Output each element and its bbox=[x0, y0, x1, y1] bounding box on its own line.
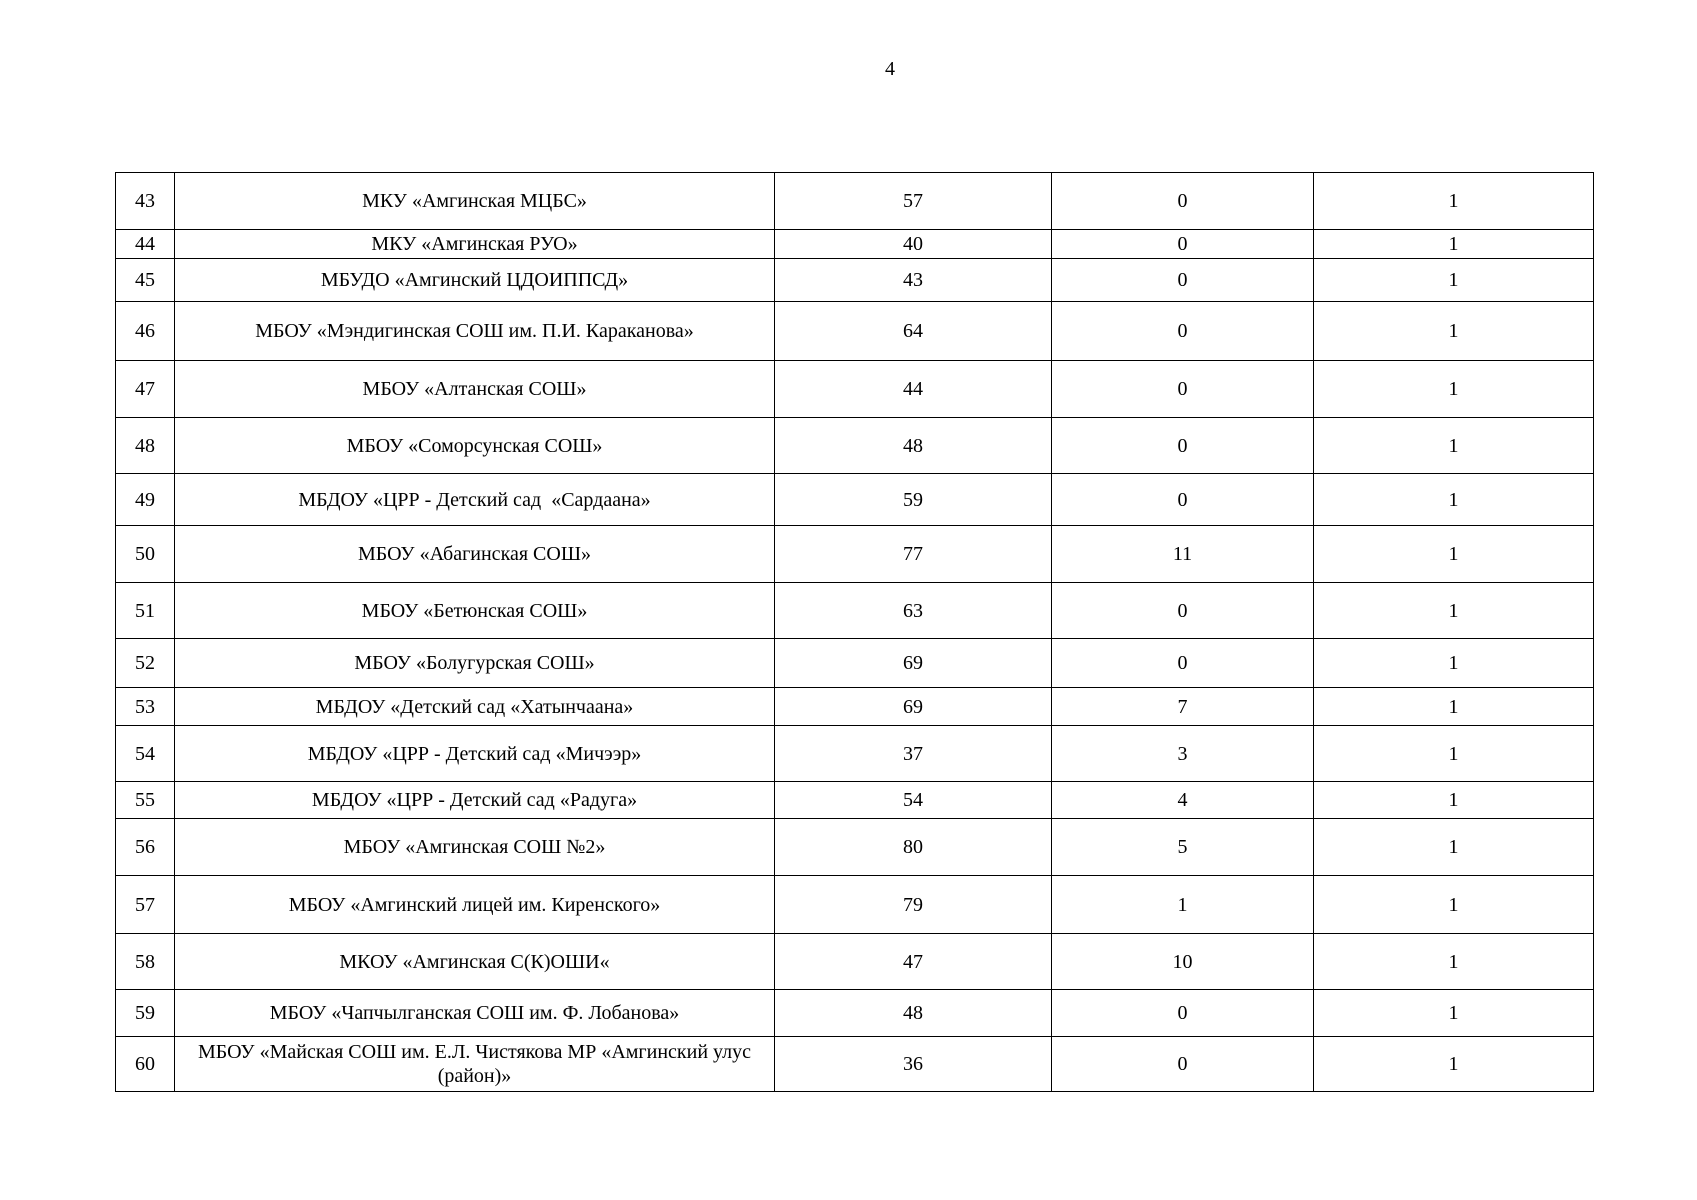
institution-name-cell: МКУ «Амгинская РУО» bbox=[175, 230, 775, 259]
value-cell-col4: 0 bbox=[1052, 259, 1314, 302]
value-cell-col4: 0 bbox=[1052, 361, 1314, 418]
table-row bbox=[116, 876, 1594, 934]
data-table bbox=[115, 172, 1594, 1092]
value-cell-col4: 4 bbox=[1052, 782, 1314, 819]
institution-name-cell: МБОУ «Алтанская СОШ» bbox=[175, 361, 775, 418]
table-row bbox=[116, 526, 1594, 583]
table-row bbox=[116, 230, 1594, 259]
value-cell-col3: 69 bbox=[775, 639, 1052, 688]
value-cell-col3: 48 bbox=[775, 990, 1052, 1037]
value-cell-col4: 7 bbox=[1052, 688, 1314, 726]
value-cell-col3: 40 bbox=[775, 230, 1052, 259]
institution-name-cell: МКУ «Амгинская МЦБС» bbox=[175, 173, 775, 230]
institution-name-cell: МБДОУ «Детский сад «Хатынчаана» bbox=[175, 688, 775, 726]
row-number-cell: 46 bbox=[116, 302, 175, 361]
value-cell-col3: 37 bbox=[775, 726, 1052, 782]
value-cell-col3: 43 bbox=[775, 259, 1052, 302]
value-cell-col3: 63 bbox=[775, 583, 1052, 639]
value-cell-col4: 0 bbox=[1052, 990, 1314, 1037]
value-cell-col5: 1 bbox=[1314, 526, 1594, 583]
row-number-cell: 43 bbox=[116, 173, 175, 230]
institution-name-cell: МКОУ «Амгинская С(К)ОШИ« bbox=[175, 934, 775, 990]
value-cell-col3: 59 bbox=[775, 474, 1052, 526]
row-number-cell: 53 bbox=[116, 688, 175, 726]
table-row bbox=[116, 173, 1594, 230]
value-cell-col4: 0 bbox=[1052, 583, 1314, 639]
institution-name-cell: МБОУ «Амгинский лицей им. Киренского» bbox=[175, 876, 775, 934]
value-cell-col3: 36 bbox=[775, 1037, 1052, 1092]
value-cell-col5: 1 bbox=[1314, 173, 1594, 230]
table-row bbox=[116, 302, 1594, 361]
institution-name-cell: МБОУ «Абагинская СОШ» bbox=[175, 526, 775, 583]
value-cell-col5: 1 bbox=[1314, 934, 1594, 990]
value-cell-col5: 1 bbox=[1314, 418, 1594, 474]
table-row bbox=[116, 726, 1594, 782]
value-cell-col4: 10 bbox=[1052, 934, 1314, 990]
value-cell-col5: 1 bbox=[1314, 259, 1594, 302]
institution-name-cell: МБОУ «Мэндигинская СОШ им. П.И. Караканова» bbox=[175, 302, 775, 361]
row-number-cell: 49 bbox=[116, 474, 175, 526]
value-cell-col5: 1 bbox=[1314, 583, 1594, 639]
row-number-cell: 57 bbox=[116, 876, 175, 934]
value-cell-col3: 79 bbox=[775, 876, 1052, 934]
value-cell-col5: 1 bbox=[1314, 782, 1594, 819]
value-cell-col4: 0 bbox=[1052, 230, 1314, 259]
institution-name-cell: МБОУ «Бетюнская СОШ» bbox=[175, 583, 775, 639]
row-number-cell: 48 bbox=[116, 418, 175, 474]
value-cell-col3: 47 bbox=[775, 934, 1052, 990]
value-cell-col5: 1 bbox=[1314, 726, 1594, 782]
institution-name-cell: МБОУ «Амгинская СОШ №2» bbox=[175, 819, 775, 876]
value-cell-col4: 0 bbox=[1052, 418, 1314, 474]
value-cell-col3: 54 bbox=[775, 782, 1052, 819]
table-row bbox=[116, 782, 1594, 819]
row-number-cell: 59 bbox=[116, 990, 175, 1037]
value-cell-col5: 1 bbox=[1314, 876, 1594, 934]
row-number-cell: 44 bbox=[116, 230, 175, 259]
table-row bbox=[116, 418, 1594, 474]
value-cell-col3: 64 bbox=[775, 302, 1052, 361]
value-cell-col4: 5 bbox=[1052, 819, 1314, 876]
table-row bbox=[116, 361, 1594, 418]
value-cell-col5: 1 bbox=[1314, 302, 1594, 361]
page-number: 4 bbox=[885, 58, 895, 80]
value-cell-col5: 1 bbox=[1314, 639, 1594, 688]
table-row bbox=[116, 639, 1594, 688]
value-cell-col4: 0 bbox=[1052, 639, 1314, 688]
value-cell-col3: 77 bbox=[775, 526, 1052, 583]
institution-name-cell: МБДОУ «ЦРР - Детский сад «Радуга» bbox=[175, 782, 775, 819]
value-cell-col4: 1 bbox=[1052, 876, 1314, 934]
institution-name-cell: МБДОУ «ЦРР - Детский сад «Мичээр» bbox=[175, 726, 775, 782]
value-cell-col5: 1 bbox=[1314, 361, 1594, 418]
value-cell-col5: 1 bbox=[1314, 230, 1594, 259]
value-cell-col3: 44 bbox=[775, 361, 1052, 418]
row-number-cell: 45 bbox=[116, 259, 175, 302]
row-number-cell: 60 bbox=[116, 1037, 175, 1092]
value-cell-col4: 11 bbox=[1052, 526, 1314, 583]
table-row bbox=[116, 990, 1594, 1037]
value-cell-col4: 0 bbox=[1052, 474, 1314, 526]
value-cell-col5: 1 bbox=[1314, 819, 1594, 876]
row-number-cell: 50 bbox=[116, 526, 175, 583]
institution-name-cell: МБУДО «Амгинский ЦДОИППСД» bbox=[175, 259, 775, 302]
row-number-cell: 56 bbox=[116, 819, 175, 876]
row-number-cell: 52 bbox=[116, 639, 175, 688]
value-cell-col4: 0 bbox=[1052, 1037, 1314, 1092]
value-cell-col5: 1 bbox=[1314, 990, 1594, 1037]
value-cell-col5: 1 bbox=[1314, 474, 1594, 526]
table-row bbox=[116, 934, 1594, 990]
value-cell-col5: 1 bbox=[1314, 688, 1594, 726]
institution-name-cell: МБОУ «Болугурская СОШ» bbox=[175, 639, 775, 688]
value-cell-col4: 0 bbox=[1052, 173, 1314, 230]
value-cell-col3: 48 bbox=[775, 418, 1052, 474]
row-number-cell: 55 bbox=[116, 782, 175, 819]
value-cell-col4: 0 bbox=[1052, 302, 1314, 361]
value-cell-col5: 1 bbox=[1314, 1037, 1594, 1092]
table-row bbox=[116, 583, 1594, 639]
row-number-cell: 58 bbox=[116, 934, 175, 990]
institution-name-cell: МБДОУ «ЦРР - Детский сад «Сардаана» bbox=[175, 474, 775, 526]
table-row bbox=[116, 259, 1594, 302]
table-row bbox=[116, 819, 1594, 876]
value-cell-col3: 57 bbox=[775, 173, 1052, 230]
table-row bbox=[116, 688, 1594, 726]
institution-name-cell: МБОУ «Чапчылганская СОШ им. Ф. Лобанова» bbox=[175, 990, 775, 1037]
row-number-cell: 54 bbox=[116, 726, 175, 782]
value-cell-col3: 69 bbox=[775, 688, 1052, 726]
value-cell-col4: 3 bbox=[1052, 726, 1314, 782]
table-row bbox=[116, 474, 1594, 526]
value-cell-col3: 80 bbox=[775, 819, 1052, 876]
institution-name-cell: МБОУ «Майская СОШ им. Е.Л. Чистякова МР «Амгинский улус (район)» bbox=[175, 1037, 775, 1092]
table-row bbox=[116, 1037, 1594, 1092]
row-number-cell: 47 bbox=[116, 361, 175, 418]
row-number-cell: 51 bbox=[116, 583, 175, 639]
institution-name-cell: МБОУ «Соморсунская СОШ» bbox=[175, 418, 775, 474]
